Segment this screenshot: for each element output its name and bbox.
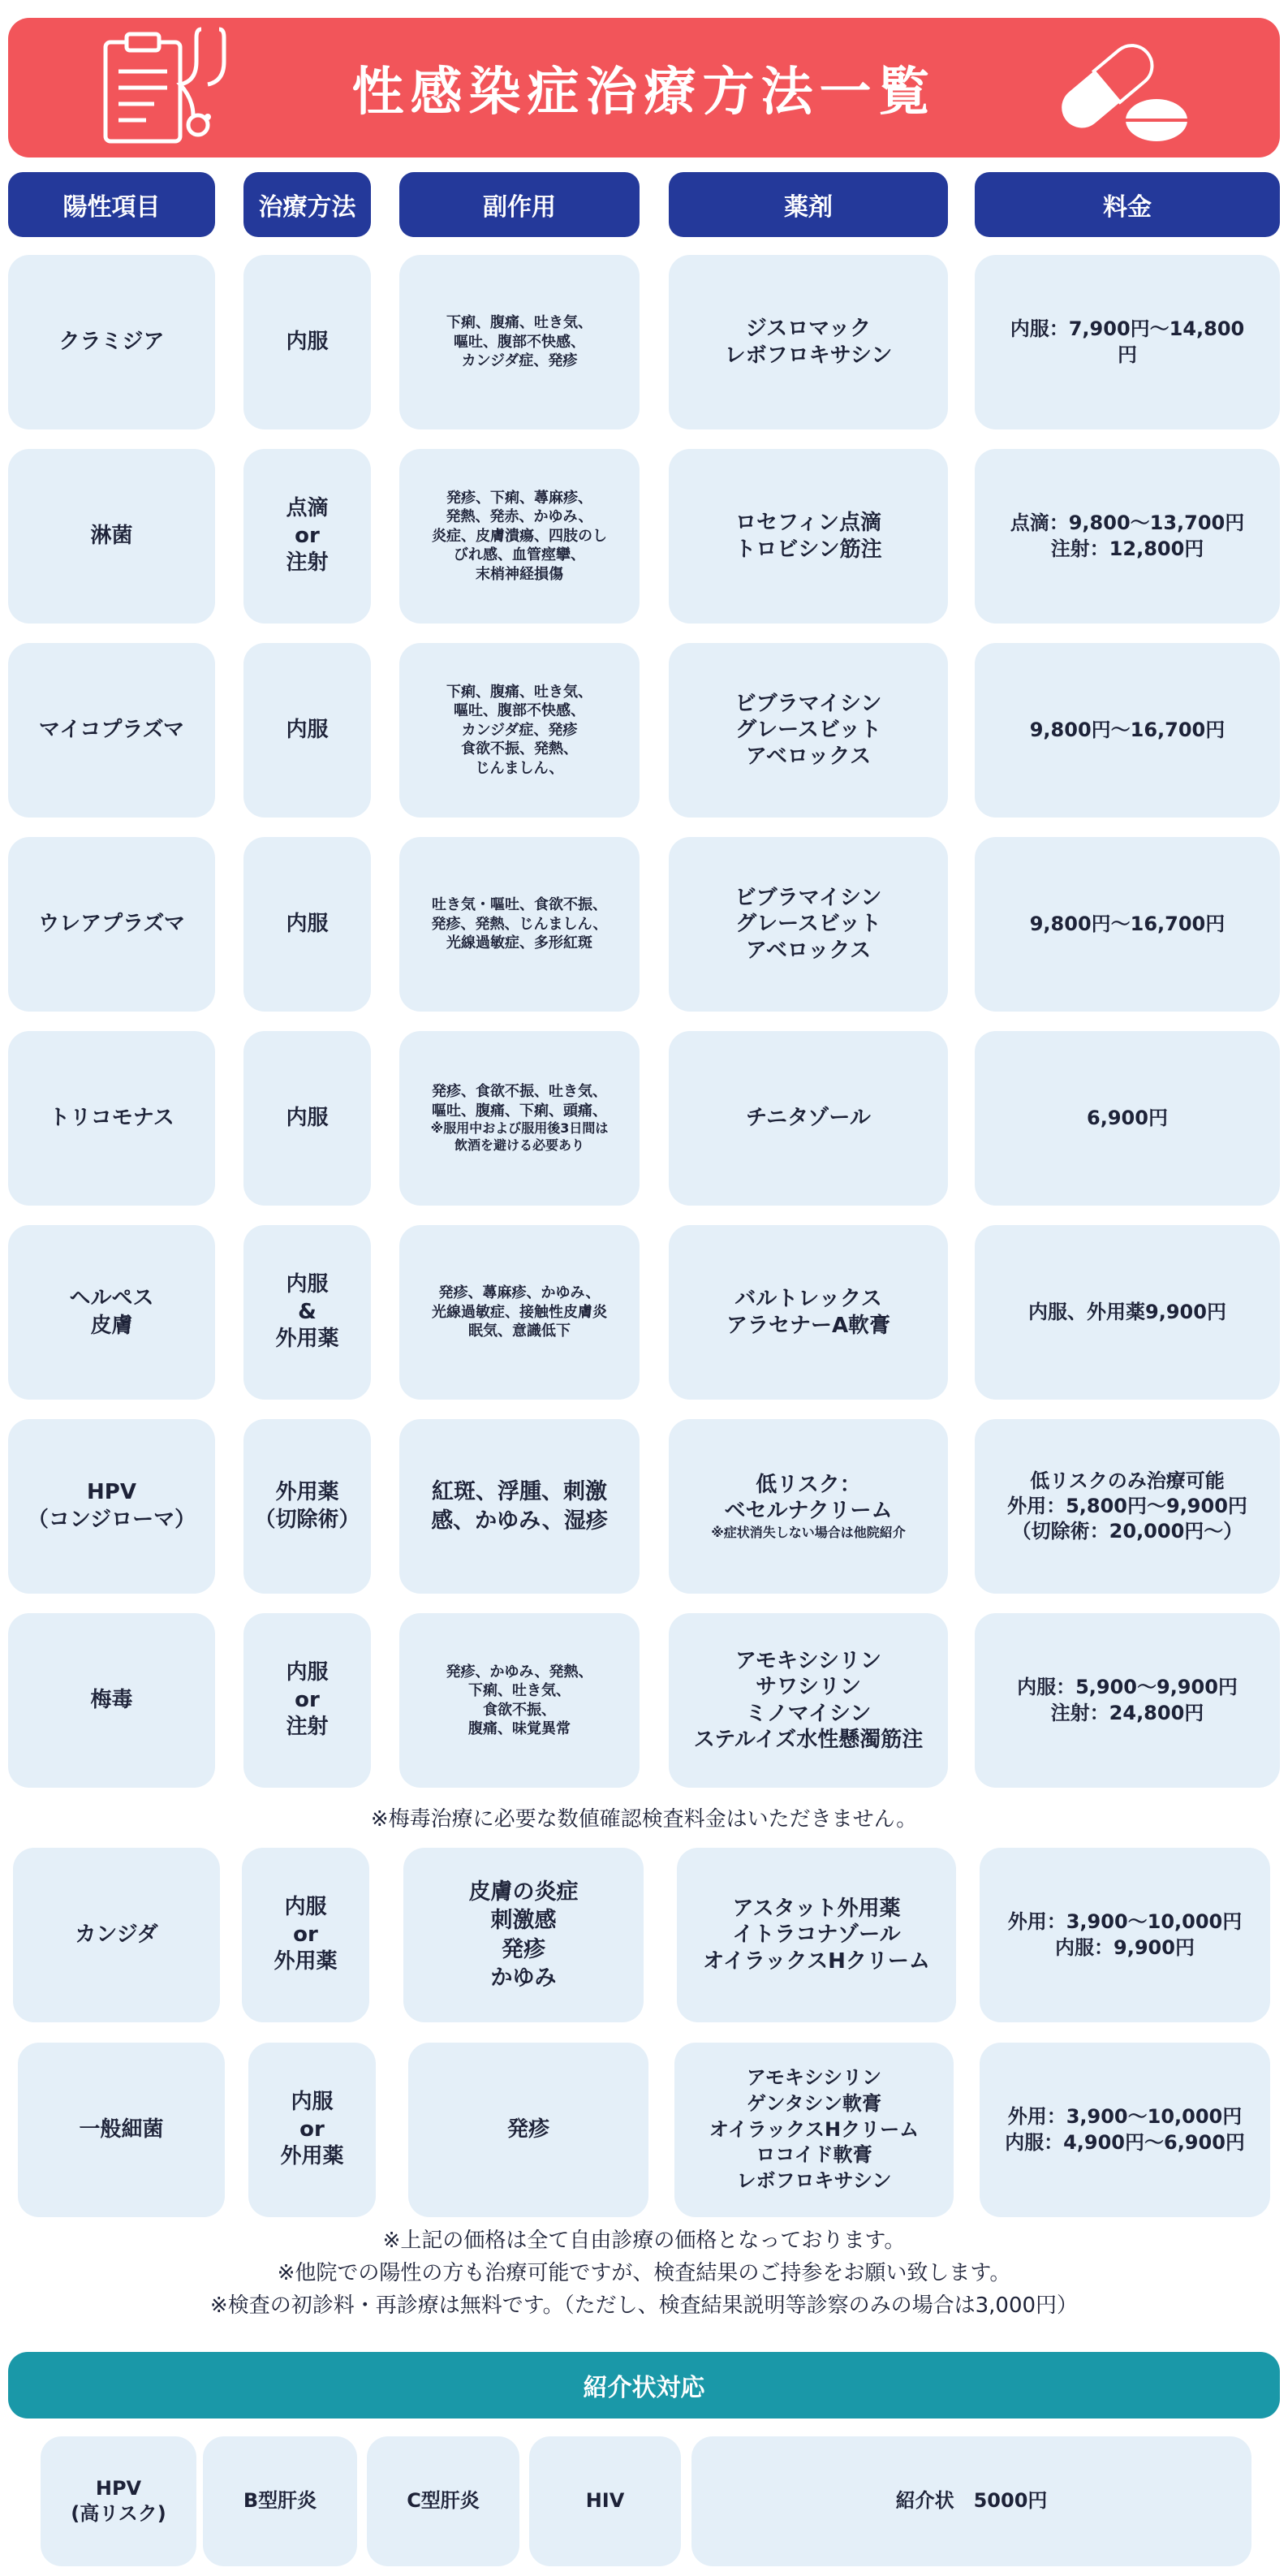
price-text: 内服、外用薬9,900円 — [1028, 1300, 1226, 1323]
table-cell-method — [248, 2043, 376, 2217]
table-cell-price — [975, 255, 1280, 429]
table-cell-price — [975, 643, 1280, 818]
price-text: 点滴：9,800〜13,700円 注射：12,800円 — [1010, 511, 1245, 560]
drug-text: ビブラマイシン グレースビット アベロックス — [734, 885, 882, 963]
table-cell-price — [980, 2043, 1270, 2217]
table-cell-item — [8, 1613, 215, 1788]
referral-item: HIV — [529, 2436, 681, 2566]
method-text: 点滴 or 注射 — [286, 495, 329, 576]
footer-note: ※検査の初診料・再診療は無料です。（ただし、検査結果説明等診察のみの場合は3,000円） — [209, 2293, 1079, 2318]
side-text: 発疹、下痢、蕁麻疹、 発熱、発赤、かゆみ、 炎症、皮膚潰瘍、四肢のし びれ感、血管痙攣、 末梢神経損傷 — [432, 490, 607, 583]
table-cell-method — [243, 837, 371, 1012]
table-cell-side — [399, 255, 640, 429]
side-text: 発疹 — [506, 2116, 549, 2142]
column-header: 治療方法 — [243, 172, 371, 237]
table-cell-method — [243, 449, 371, 624]
side-text: 発疹、蕁麻疹、かゆみ、 光線過敏症、接触性皮膚炎 眠気、意識低下 — [432, 1284, 607, 1340]
table-cell-price — [975, 449, 1280, 624]
column-header: 薬剤 — [669, 172, 948, 237]
method-text: 内服 or 外用薬 — [280, 2089, 344, 2169]
table-cell-side — [399, 449, 640, 624]
table-cell-drug — [674, 2043, 954, 2217]
table-cell-side — [399, 1225, 640, 1400]
table-cell-drug — [669, 255, 948, 429]
syphilis-note: ※梅毒治療に必要な数値確認検査料金はいただきません。 — [370, 1807, 918, 1832]
table-cell-side — [399, 1419, 640, 1594]
price-text: 9,800円〜16,700円 — [1029, 912, 1226, 935]
method-text: 内服 & 外用薬 — [275, 1271, 339, 1352]
drug-text: アモキシシリン ゲンタシン軟膏 オイラックスHクリーム ロコイド軟膏 レボフロキサシン — [709, 2066, 920, 2192]
table-cell-drug — [669, 837, 948, 1012]
table-cell-price — [980, 1848, 1270, 2022]
table-cell-method — [243, 1419, 371, 1594]
method-text: 内服 or 注射 — [286, 1659, 329, 1740]
price-text: 外用：3,900〜10,000円 内服：9,900円 — [1007, 1910, 1243, 1959]
item-text: 一般細菌 — [79, 2116, 164, 2142]
method-text: 外用薬 （切除術） — [254, 1479, 360, 1532]
table-cell-method — [242, 1848, 369, 2022]
table-cell-method — [243, 1613, 371, 1788]
table-cell-item — [8, 255, 215, 429]
table-cell-side — [399, 1031, 640, 1206]
drug-text: バルトレックス アラセナーA軟膏 — [726, 1287, 891, 1338]
drug-text: ロセフィン点滴 トロビシン筋注 — [734, 511, 882, 562]
method-text: 内服 or 外用薬 — [274, 1894, 338, 1974]
referral-item: B型肝炎 — [203, 2436, 357, 2566]
page-title: 性感染症治療方法一覧 — [351, 63, 937, 123]
side-text: 下痢、腹痛、吐き気、 嘔吐、腹部不快感、 カンジダ症、発疹 — [446, 314, 592, 370]
table-cell-item — [8, 1225, 215, 1400]
price-text: 9,800円〜16,700円 — [1029, 718, 1226, 741]
table-cell-price — [975, 1031, 1280, 1206]
table-cell-drug — [669, 1225, 948, 1400]
price-text: 内服：7,900円〜14,800 円 — [1010, 317, 1245, 366]
table-cell-item — [8, 837, 215, 1012]
referral-item: HPV (高リスク) — [41, 2436, 196, 2566]
item-text: マイコプラズマ — [38, 717, 185, 742]
footer-note: ※他院での陽性の方も治療可能ですが、検査結果のご持参をお願い致します。 — [277, 2261, 1011, 2285]
table-cell-price — [975, 837, 1280, 1012]
item-text: 梅毒 — [90, 1687, 133, 1712]
item-text: ヘルペス 皮膚 — [69, 1285, 154, 1338]
footer-notes — [0, 2224, 1288, 2322]
table-cell-method — [243, 643, 371, 818]
table-cell-drug — [669, 1031, 948, 1206]
side-text: 発疹、かゆみ、発熱、 下痢、吐き気、 食欲不振、 腹痛、味覚異常 — [446, 1663, 593, 1737]
side-text: 紅斑、浮腫、刺激 感、かゆみ、湿疹 — [431, 1479, 608, 1534]
table-cell-item — [8, 1031, 215, 1206]
item-text: トリコモナス — [49, 1105, 174, 1130]
item-text: ウレアプラズマ — [38, 911, 185, 936]
table-cell-side — [399, 643, 640, 818]
price-text: 低リスクのみ治療可能 外用：5,800円〜9,900円 （切除術：20,000円〜） — [1007, 1469, 1247, 1543]
item-text: 淋菌 — [90, 523, 133, 548]
method-text: 内服 — [286, 1105, 329, 1130]
table-cell-drug — [677, 1848, 956, 2022]
referral-title: 紹介状対応 — [8, 2352, 1280, 2419]
method-text: 内服 — [286, 911, 329, 936]
table-cell-drug — [669, 643, 948, 818]
side-effect-note: ※服用中および服用後3日間は 飲酒を避ける必要あり — [430, 1120, 609, 1153]
table-cell-price — [975, 1225, 1280, 1400]
table-cell-price — [975, 1613, 1280, 1788]
table-cell-drug — [669, 1613, 948, 1788]
table-cell-side — [399, 1613, 640, 1788]
footer-note: ※上記の価格は全て自由診療の価格となっております。 — [382, 2229, 906, 2253]
table-cell-item — [13, 1848, 220, 2022]
drug-text: アモキシシリン サワシリン ミノマイシン ステルイズ水性懸濁筋注 — [693, 1648, 924, 1752]
table-cell-item — [8, 1419, 215, 1594]
table-cell-side — [399, 837, 640, 1012]
table-cell-side — [408, 2043, 648, 2217]
referral-item: C型肝炎 — [367, 2436, 519, 2566]
drug-note: ※症状消失しない場合は他院紹介 — [711, 1524, 906, 1540]
drug-text: ビブラマイシン グレースビット アベロックス — [734, 691, 882, 769]
column-header: 陽性項目 — [8, 172, 215, 237]
price-text: 6,900円 — [1087, 1106, 1168, 1129]
table-cell-item — [18, 2043, 225, 2217]
table-cell-method — [243, 1031, 371, 1206]
side-text: 下痢、腹痛、吐き気、 嘔吐、腹部不快感、 カンジダ症、発疹 食欲不振、発熱、 じんましん、 — [446, 684, 592, 777]
price-text: 内服：5,900〜9,900円 注射：24,800円 — [1017, 1676, 1238, 1724]
table-cell-item — [8, 643, 215, 818]
drug-text: チニタゾール — [746, 1106, 871, 1131]
item-text: カンジダ — [75, 1922, 158, 1947]
side-text: 皮膚の炎症 刺激感 発疹 かゆみ — [468, 1879, 579, 1991]
table-cell-side — [403, 1848, 644, 2022]
referral-item: 紹介状 5000円 — [691, 2436, 1251, 2566]
method-text: 内服 — [286, 329, 329, 354]
price-text: 外用：3,900〜10,000円 内服：4,900円〜6,900円 — [1005, 2105, 1245, 2154]
side-text: 吐き気・嘔吐、食欲不振、 発疹、発熱、じんましん、 光線過敏症、多形紅斑 — [431, 896, 608, 952]
column-header: 副作用 — [399, 172, 640, 237]
method-text: 内服 — [286, 717, 329, 742]
table-cell-drug — [669, 1419, 948, 1594]
table-cell-drug — [669, 449, 948, 624]
table-cell-method — [243, 255, 371, 429]
drug-text: アスタット外用薬 イトラコナゾール オイラックスHクリーム — [703, 1896, 930, 1974]
drug-text: 低リスク： ベセルナクリーム — [724, 1472, 893, 1524]
item-text: クラミジア — [58, 329, 165, 354]
drug-text: ジスロマック レボフロキサシン — [724, 317, 893, 368]
table-cell-price — [975, 1419, 1280, 1594]
table-cell-item — [8, 449, 215, 624]
item-text: HPV （コンジローマ） — [27, 1479, 196, 1532]
side-text: 発疹、食欲不振、吐き気、 嘔吐、腹痛、下痢、頭痛、 — [432, 1083, 607, 1120]
table-cell-method — [243, 1225, 371, 1400]
column-header: 料金 — [975, 172, 1280, 237]
